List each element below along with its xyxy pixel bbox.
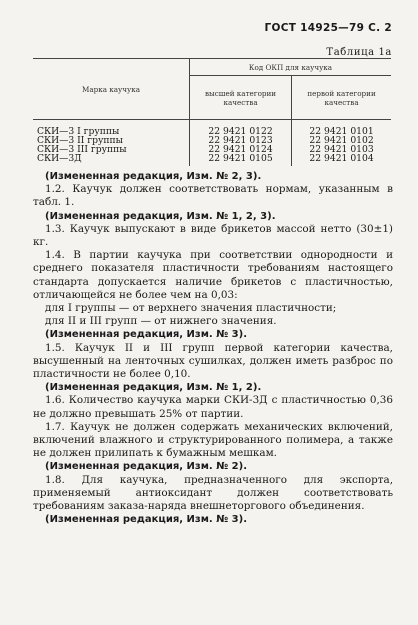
column-header-brand: Марка каучука xyxy=(33,59,190,120)
clause-1-2: 1.2. Каучук должен соответствовать нормам, указанным в табл. 1. xyxy=(33,183,393,209)
clause-1-6: 1.6. Количество каучука марки СКИ-3Д с пластичностью 0,36 не должно превышать 25% от партии. xyxy=(33,394,393,420)
table-row xyxy=(33,120,391,137)
amendment-note: (Измененная редакция, Изм. № 2, 3). xyxy=(45,171,262,182)
cell-first-code: 22 9421 0103 xyxy=(309,144,374,155)
cell-highest-code: 22 9421 0124 xyxy=(190,145,292,154)
okp-code-table xyxy=(33,58,391,166)
amendment-note: (Измененная редакция, Изм. № 1, 2, 3). xyxy=(45,210,276,222)
amendment-note: (Измененная редакция, Изм. № 3). xyxy=(45,514,248,526)
cell-brand: СКИ—3 II группы xyxy=(33,136,190,145)
cell-first-code: 22 9421 0104 xyxy=(309,153,374,164)
clause-1-4-group-1: для I группы — от верхнего значения пластичности; xyxy=(45,302,337,315)
cell-brand: СКИ—3 I группы xyxy=(33,120,190,137)
body-text xyxy=(33,170,393,526)
cell-first-code: 22 9421 0101 xyxy=(309,126,374,137)
cell-highest-code: 22 9421 0105 xyxy=(190,154,292,166)
clause-1-3: 1.3. Каучук выпускают в виде брикетов массой нетто (30±1) кг. xyxy=(33,222,393,249)
page-header: ГОСТ 14925—79 С. 2 xyxy=(264,22,392,34)
cell-brand: СКИ—3Д xyxy=(33,154,190,166)
column-header-highest-category: высшей категории качества xyxy=(190,76,292,120)
clause-1-7: 1.7. Каучук не должен содержать механических включений, включений влажного и структурированного полимера, а также не должен прилипать к бумажным мешкам. xyxy=(33,420,393,460)
cell-brand: СКИ—3 III группы xyxy=(33,145,190,154)
cell-highest-code: 22 9421 0123 xyxy=(190,136,292,145)
clause-1-4-group-2-3: для II и III групп — от нижнего значения. xyxy=(45,315,277,328)
amendment-note: (Измененная редакция, Изм. № 2). xyxy=(45,461,248,473)
column-header-first-category: первой категории качества xyxy=(292,76,391,120)
clause-1-5: 1.5. Каучук II и III групп первой категории качества, высушенный на ленточных сушилках, должен иметь разброс по пластичности не более 0,10. xyxy=(33,341,393,381)
clause-1-8: 1.8. Для каучука, предназначенного для экспорта, применяемый антиоксидант должен соответствовать требованиям заказа-наряда внешнеторгового объединения. xyxy=(33,473,393,513)
table-number: Таблица 1а xyxy=(326,47,392,58)
cell-highest-code: 22 9421 0122 xyxy=(190,120,292,137)
cell-first-code: 22 9421 0102 xyxy=(309,135,374,146)
amendment-note: (Измененная редакция, Изм. № 3). xyxy=(45,329,248,341)
table-row xyxy=(33,154,391,166)
column-header-okp-code: Код ОКП для каучука xyxy=(190,59,392,76)
clause-1-4: 1.4. В партии каучука при соответствии однородности и среднего показателя пластичности требованиям настоящего стандарта допускается наличие брикетов с пластичностью, отличающейся не более чем на 0,03: xyxy=(33,249,393,301)
amendment-note: (Измененная редакция, Изм. № 1, 2). xyxy=(45,382,262,394)
